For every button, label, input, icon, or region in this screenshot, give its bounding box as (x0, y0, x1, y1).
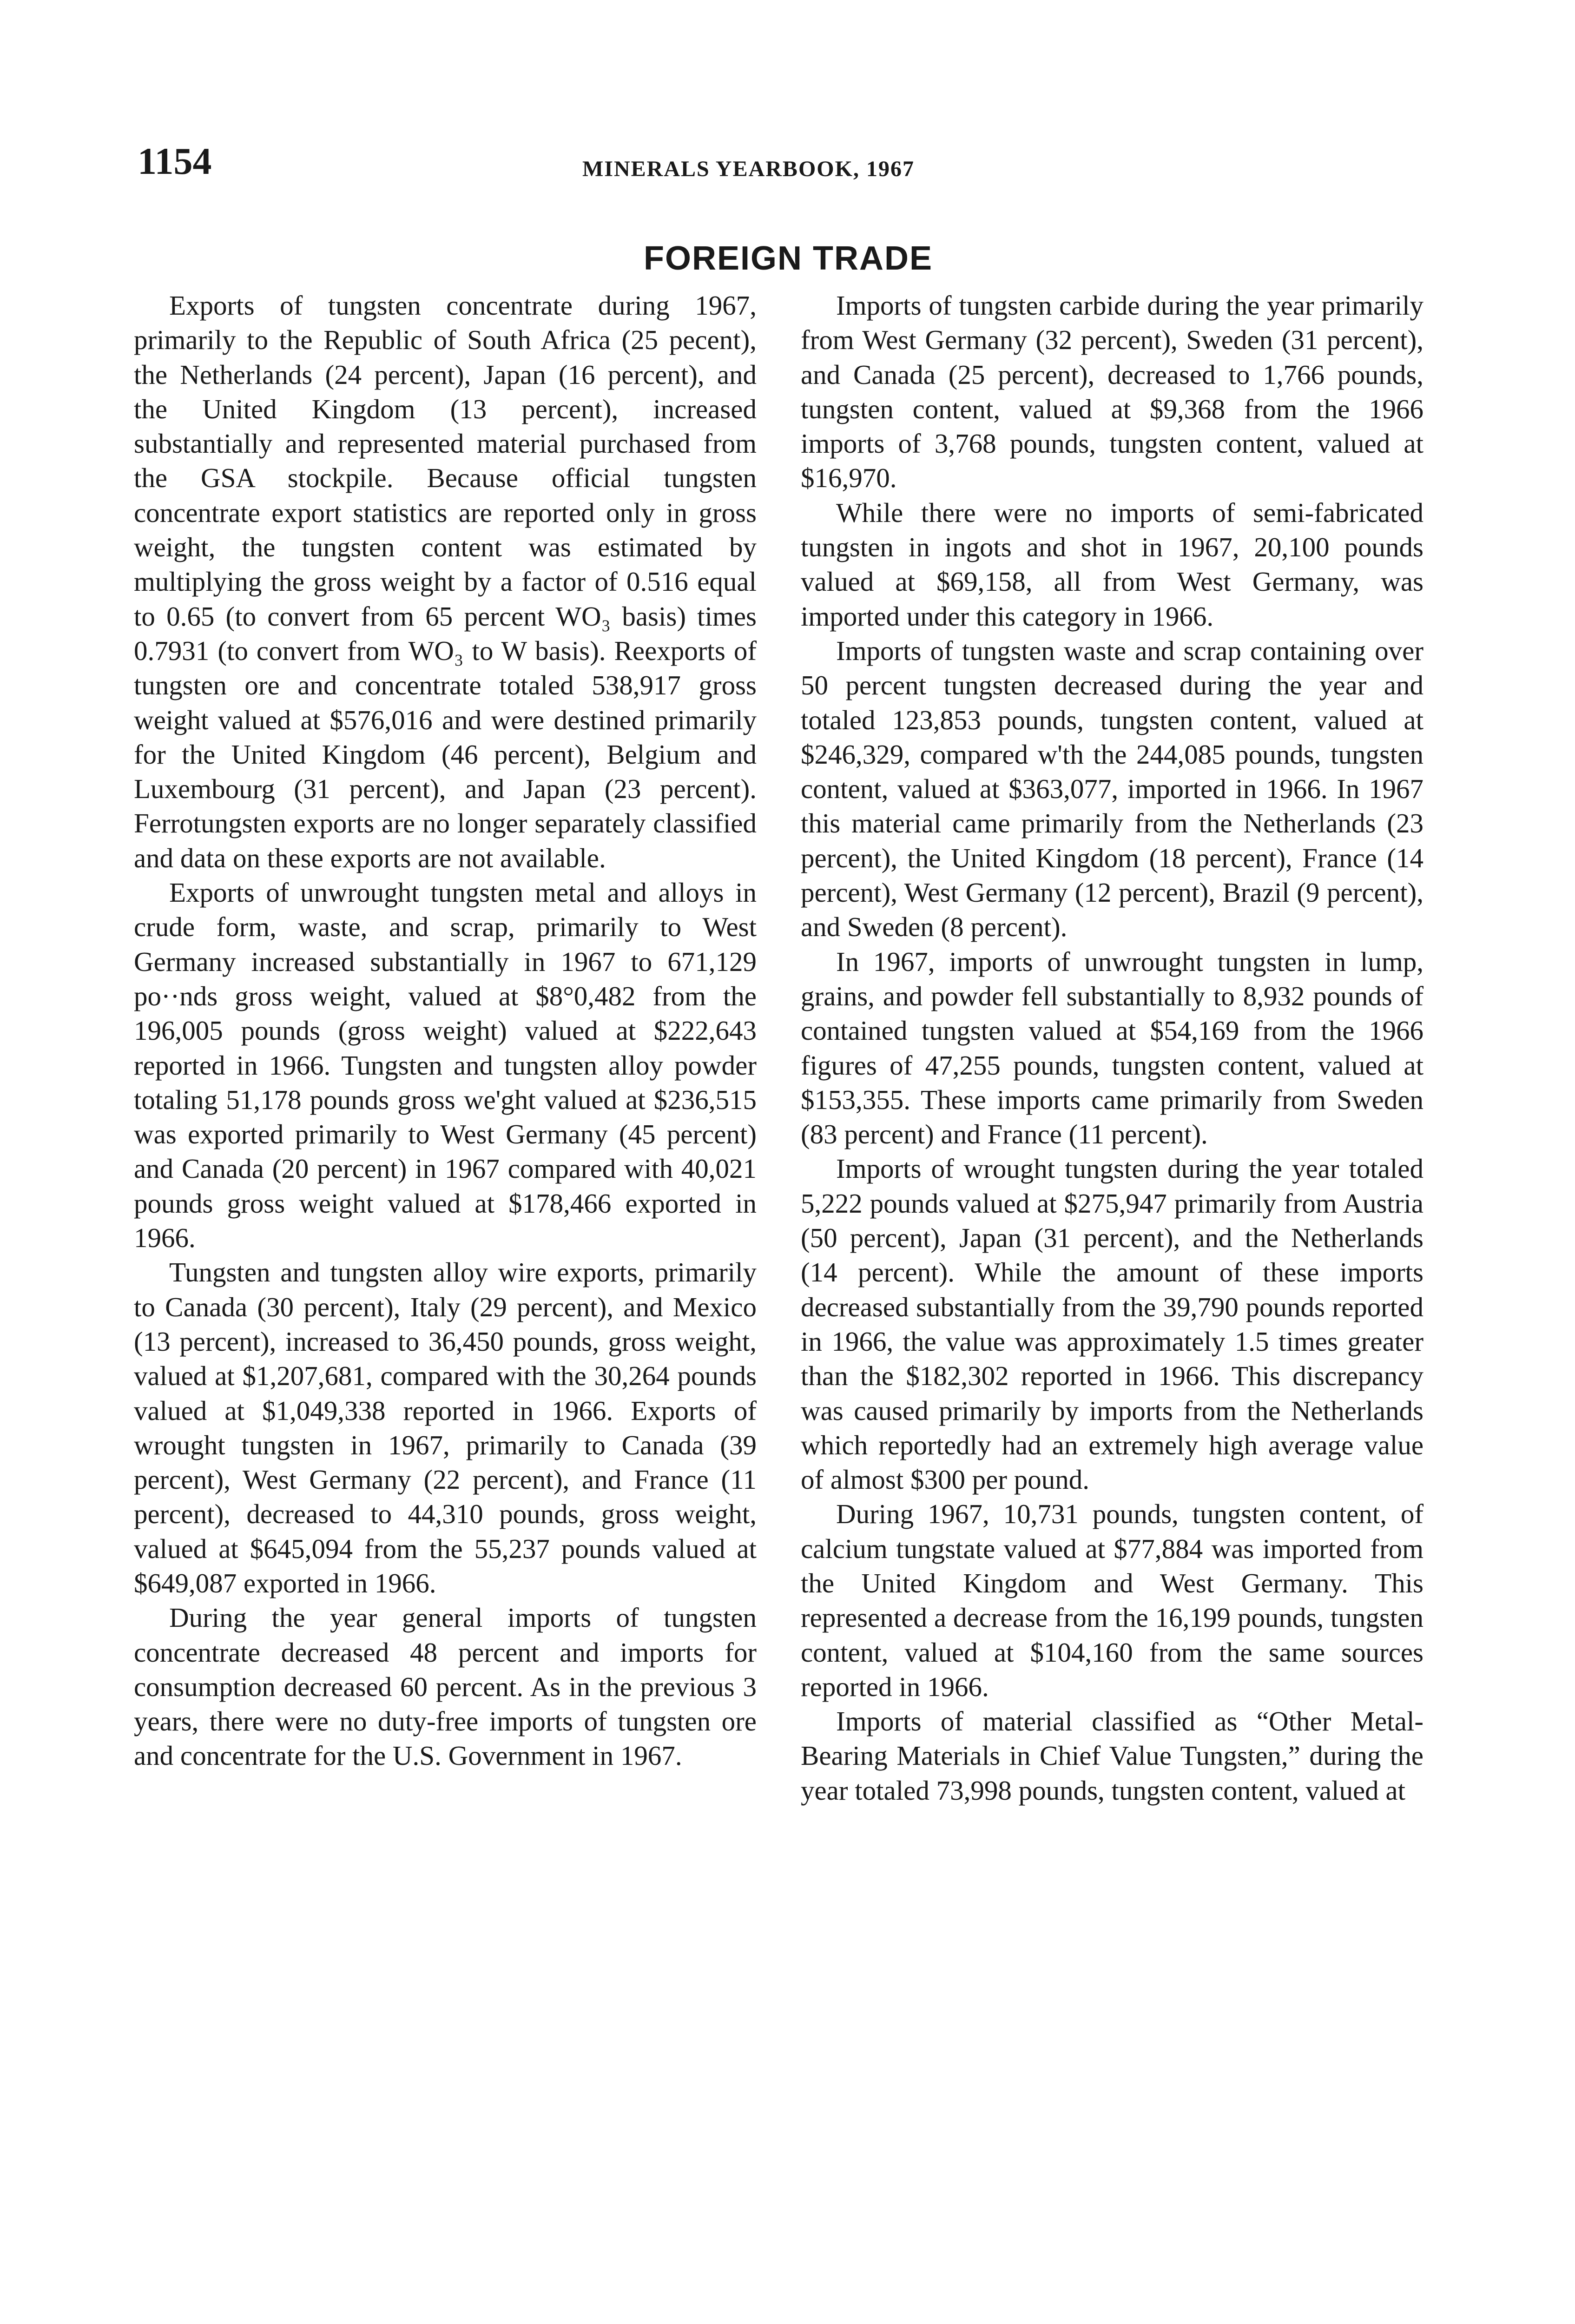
paragraph: Exports of unwrought tungsten metal and alloys in crude form, waste, and scrap, primarily to West Germany increased substantially in 1967 to 671,129 po··nds gross weight, valued at $8°0,482 from the 196,005 pounds (gross weight) valued at $222,643 reported in 1966. Tungsten and tungsten alloy powder totaling 51,178 pounds gross we'ght valued at $236,515 was exported primarily to West Germany (45 percent) and Canada (20 percent) in 1967 compared with 40,021 pounds gross weight valued at $178,466 exported in 1966. (134, 877, 757, 1254)
left-column (134, 288, 757, 1773)
paragraph: Imports of tungsten waste and scrap containing over 50 percent tungsten decreased during the year and totaled 123,853 pounds, tungsten content, valued at $246,329, compared w'th the 244,085 pounds, tungsten content, valued at $363,077, imported in 1966. In 1967 this material came primarily from the Netherlands (23 percent), the United Kingdom (18 percent), France (14 percent), West Germany (12 percent), Brazil (9 percent), and Sweden (8 percent). (801, 635, 1423, 943)
paragraph: While there were no imports of semi-fabricated tungsten in ingots and shot in 1967, 20,100 pounds valued at $69,158, all from West Germany, was imported under this category in 1966. (801, 497, 1423, 632)
paragraph: Exports of tungsten concentrate during 1967, primarily to the Republic of South Africa (25 pecent), the Netherlands (24 percent), Japan (16 percent), and the United Kingdom (13 percent), increased substantially and represented material purchased from the GSA stockpile. Because official tungsten concentrate export statistics are reported only in gross weight, the tungsten content was estimated by multiplying the gross weight by a factor of 0.516 equal to 0.65 (to convert from 65 percent WO₃ basis) times 0.7931 (to convert from WO₃ to W basis). Reexports of tungsten ore and concentrate totaled 538,917 gross weight valued at $576,016 and were destined primarily for the United Kingdom (46 percent), Belgium and Luxembourg (31 percent), and Japan (23 percent). Ferrotungsten exports are no longer separately classified and data on these exports are not available. (134, 290, 757, 873)
paragraph: Imports of material classified as “Other Metal-Bearing Materials in Chief Value Tungsten,” during the year totaled 73,998 pounds, tungsten content, valued at (801, 1706, 1423, 1806)
right-column (801, 288, 1423, 1808)
paragraph: During 1967, 10,731 pounds, tungsten content, of calcium tungstate valued at $77,884 was imported from the United Kingdom and West Germany. This represented a decrease from the 16,199 pounds, tungsten content, valued at $104,160 from the same sources reported in 1966. (801, 1499, 1423, 1702)
section-title: FOREIGN TRADE (644, 240, 933, 277)
page-number: 1154 (138, 140, 212, 182)
paragraph: Imports of wrought tungsten during the year totaled 5,222 pounds valued at $275,947 primarily from Austria (50 percent), Japan (31 percent), and the Netherlands (14 percent). While the amount of these imports decreased substantially from the 39,790 pounds reported in 1966, the value was approximately 1.5 times greater than the $182,302 reported in 1966. This discrepancy was caused primarily by imports from the Netherlands which reportedly had an extremely high average value of almost $300 per pound. (801, 1153, 1423, 1495)
paragraph: During the year general imports of tungsten concentrate decreased 48 percent and imports for consumption decreased 60 percent. As in the previous 3 years, there were no duty-free imports of tungsten ore and concentrate for the U.S. Government in 1967. (134, 1602, 757, 1771)
paragraph: Imports of tungsten carbide during the year primarily from West Germany (32 percent), Sweden (31 percent), and Canada (25 percent), decreased to 1,766 pounds, tungsten content, valued at $9,368 from the 1966 imports of 3,768 pounds, tungsten content, valued at $16,970. (801, 290, 1423, 494)
paragraph: In 1967, imports of unwrought tungsten in lump, grains, and powder fell substantially to 8,932 pounds of contained tungsten valued at $54,169 from the 1966 figures of 47,255 pounds, tungsten content, valued at $153,355. These imports came primarily from Sweden (83 percent) and France (11 percent). (801, 946, 1423, 1150)
paragraph: Tungsten and tungsten alloy wire exports, primarily to Canada (30 percent), Italy (29 percent), and Mexico (13 percent), increased to 36,450 pounds, gross weight, valued at $1,207,681, compared with the 30,264 pounds valued at $1,049,338 reported in 1966. Exports of wrought tungsten in 1967, primarily to Canada (39 percent), West Germany (22 percent), and France (11 percent), decreased to 44,310 pounds, gross weight, valued at $645,094 from the 55,237 pounds valued at $649,087 exported in 1966. (134, 1257, 757, 1598)
running-header: MINERALS YEARBOOK, 1967 (582, 157, 915, 181)
